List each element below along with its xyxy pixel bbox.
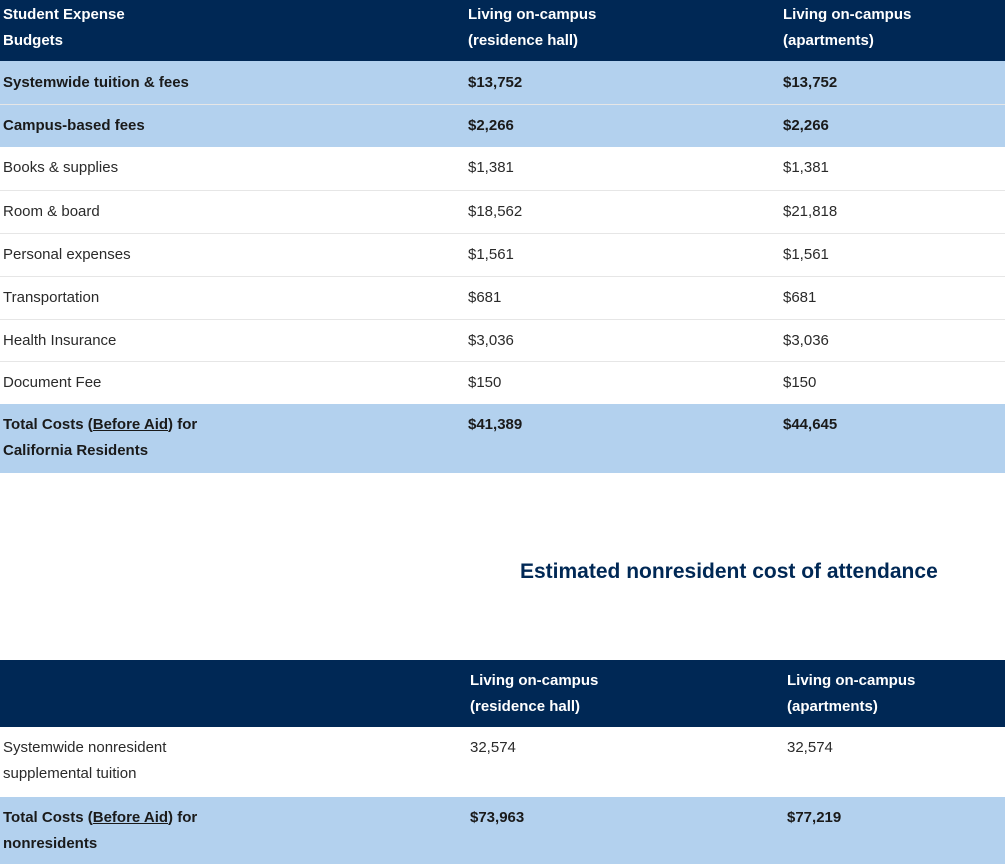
table-row [0, 190, 1005, 233]
row-value-apartments: $3,036 [783, 332, 829, 349]
row-value-apartments: $1,381 [783, 159, 829, 176]
total-label-suffix: ) for California Residents [3, 416, 198, 459]
total-label-prefix: Total Costs ( [3, 809, 93, 826]
row-label: Systemwide nonresident supplemental tuition [3, 739, 167, 782]
row-value-residence-hall: $681 [468, 289, 502, 306]
row-label: Campus-based fees [3, 117, 145, 134]
row-label: Document Fee [3, 374, 102, 391]
before-aid-link[interactable]: Before Aid [92, 416, 169, 433]
row-label: Personal expenses [3, 246, 131, 263]
row-value-residence-hall: $150 [468, 374, 502, 391]
row-label: Transportation [3, 289, 100, 306]
before-aid-link[interactable]: Before Aid [92, 809, 169, 826]
row-value-apartments: $150 [783, 374, 817, 391]
table-row [0, 233, 1005, 276]
row-value-residence-hall: $13,752 [468, 74, 523, 91]
row-value-apartments: $1,561 [783, 246, 829, 263]
total-label [3, 805, 223, 857]
table-row [0, 319, 1005, 361]
table-row [0, 361, 1005, 404]
row-value-residence-hall: $18,562 [468, 203, 523, 220]
total-value-apartments: $77,219 [787, 809, 842, 826]
table-row [0, 276, 1005, 319]
row-value-residence-hall: $3,036 [468, 332, 514, 349]
header-label: Student Expense Budgets [3, 6, 125, 49]
header-residence-hall: Living on-campus (residence hall) [468, 6, 597, 49]
table-row [0, 147, 1005, 190]
row-value-residence-hall: 32,574 [470, 739, 516, 756]
row-value-apartments: $13,752 [783, 74, 838, 91]
table-row [0, 61, 1005, 104]
header-apartments: Living on-campus (apartments) [783, 6, 912, 49]
total-row [0, 404, 1005, 473]
header-apartments: Living on-campus (apartments) [787, 672, 916, 715]
row-label: Health Insurance [3, 332, 117, 349]
header-residence-hall: Living on-campus (residence hall) [470, 672, 599, 715]
nonresident-cost-table [0, 660, 1005, 864]
table-header [0, 0, 1005, 61]
row-value-residence-hall: $2,266 [468, 117, 514, 134]
total-value-residence-hall: $41,389 [468, 416, 523, 433]
nonresident-heading: Estimated nonresident cost of attendance [520, 560, 938, 583]
row-label: Books & supplies [3, 159, 119, 176]
row-value-residence-hall: $1,561 [468, 246, 514, 263]
row-value-apartments: $21,818 [783, 203, 838, 220]
total-label-prefix: Total Costs ( [3, 416, 93, 433]
row-value-apartments: 32,574 [787, 739, 833, 756]
table-header [0, 660, 1005, 727]
total-label-suffix: ) for nonresidents [3, 809, 198, 852]
total-label [3, 412, 223, 464]
table-row [0, 727, 1005, 797]
table-row [0, 104, 1005, 147]
total-row [0, 797, 1005, 864]
total-value-residence-hall: $73,963 [470, 809, 525, 826]
row-value-residence-hall: $1,381 [468, 159, 514, 176]
row-value-apartments: $2,266 [783, 117, 829, 134]
total-value-apartments: $44,645 [783, 416, 838, 433]
row-value-apartments: $681 [783, 289, 817, 306]
row-label: Systemwide tuition & fees [3, 74, 189, 91]
row-label: Room & board [3, 203, 100, 220]
